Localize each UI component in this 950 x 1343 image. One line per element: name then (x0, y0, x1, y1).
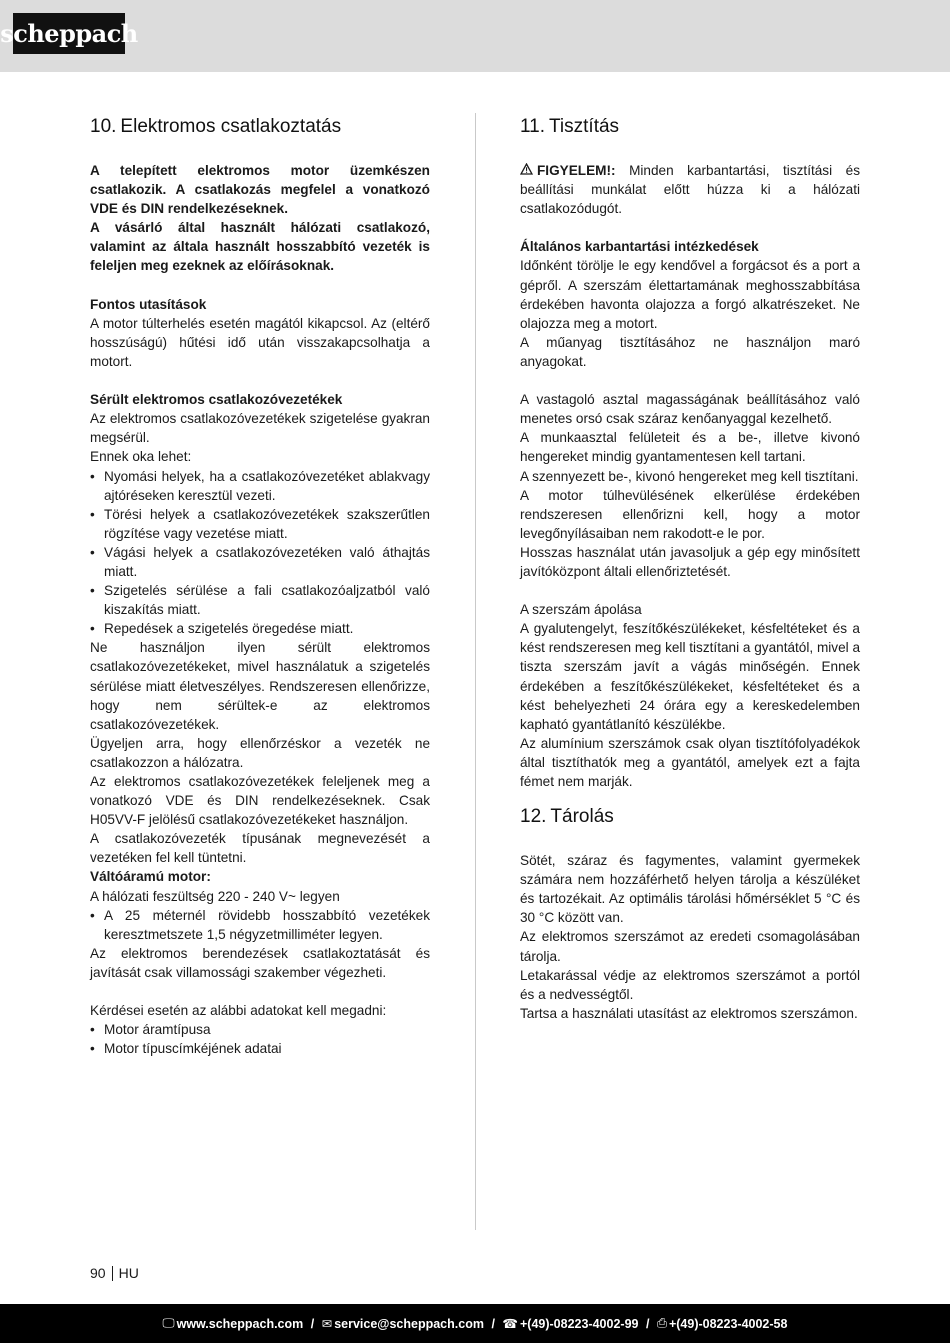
paragraph-connect: Az elektromos berendezések csatlakoztatását és javítását csak villamossági szakember végezheti. (90, 945, 430, 980)
section-number: 12. (520, 806, 547, 828)
storage-text-1: Sötét, száraz és fagymentes, valamint gyermekek számára nem hozzáférhető helyen tárolja a készüléket és tartozékait. Az optimális tárolási hőmérséklet 5 °C és 30 °C között van. (520, 853, 860, 926)
paragraph-table: A vastagoló asztal magasságának beállításához való menetes orsó csak száraz kenőanyaggal kezelhető. (520, 392, 860, 427)
warning-icon (520, 161, 533, 180)
phone-icon: ☎ (502, 1317, 518, 1331)
right-column (520, 115, 860, 1023)
page-number-separator (112, 1266, 113, 1281)
footer-bar (0, 1304, 950, 1343)
footer-separator: / (310, 1316, 315, 1331)
section-title-text: Tisztítás (549, 116, 620, 137)
list-item: • A 25 méternél rövidebb hosszabbító vezetékek keresztmetszete 1,5 négyzetmilliméter legyen. (90, 906, 430, 944)
storage-text-3: Letakarással védje az elektromos szerszámot a portól és a nedvességtől. (520, 967, 860, 1002)
footer-website[interactable]: www.scheppach.com (176, 1316, 304, 1331)
intro-paragraph-1: A telepített elektromos motor üzemkészen csatlakozik. A csatlakozás megfelel a vonatkozó VDE és DIN rendelkezéseknek. (90, 163, 430, 217)
care-text-1: A gyalutengelyt, feszítőkészülékeket, késfeltéteket és a kést rendszeresen meg kell tisztítani a gyantától, mivel a tiszta szerszám javít a vágás minőségén. Ennek érdekében a feszítőkészülékeket, késfeltéteket és a kést behelyezheti 24 órára egy a kereskedelemben kapható gyantátlanító készülékbe. (520, 621, 861, 732)
important-text: A motor túlterhelés esetén magától kikapcsol. Az (eltérő hosszúságú) hűtési idő után visszakapcsolhatja a motort. (90, 315, 430, 369)
section-11-title (520, 115, 860, 139)
general-text-1: Időnként törölje le egy kendővel a forgácsot és a port a gépről. A szerszám élettartamának meghosszabbítása érdekében havonta olajozza a forgó alkatrészeket. Ne olajozza meg a motort. (520, 258, 860, 331)
important-heading: Fontos utasítások (90, 296, 207, 312)
list-item: • Motor típuscímkéjének adatai (90, 1039, 430, 1058)
list-item: • Törési helyek a csatlakozóvezetékek szakszerűtlen rögzítése vagy vezetése miatt. (90, 505, 430, 543)
header-band (0, 0, 950, 72)
causes-intro: Ennek oka lehet: (90, 449, 192, 465)
paragraph-type: A csatlakozóvezeték típusának megnevezését a vezetéken fel kell tüntetni. (90, 831, 430, 866)
ac-heading: Váltóáramú motor: (90, 869, 211, 885)
care-heading: A szerszám ápolása (520, 602, 642, 618)
paragraph-rollers: A munkaasztal felületeit és a be-, illetve kivonó hengereket mindig gyantamentesen kell tartani. (520, 430, 860, 465)
page-number (90, 1265, 139, 1281)
damaged-heading: Sérült elektromos csatlakozóvezetékek (90, 392, 343, 408)
footer-separator: / (645, 1316, 650, 1331)
warning-paragraph (520, 161, 860, 218)
scheppach-logo: scheppach (13, 13, 125, 54)
ac-text: A hálózati feszültség 220 - 240 V~ legyen (90, 888, 340, 904)
left-column (90, 115, 430, 1058)
list-item: • Nyomási helyek, ha a csatlakozóvezetéket ablakvagy ajtóréseken keresztül vezeti. (90, 467, 430, 505)
paragraph-check: Ügyeljen arra, hogy ellenőrzéskor a vezeték ne csatlakozzon a hálózatra. (90, 735, 430, 770)
paragraph-service: Hosszas használat után javasoljuk a gép egy minősített javítóközpont általi ellenőriztetését. (520, 544, 860, 579)
list-item: • Repedések a szigetelés öregedése miatt. (90, 619, 430, 638)
footer-fax: +(49)-08223-4002-58 (668, 1316, 788, 1331)
section-10-title (90, 115, 430, 139)
page-number-value: 90 (90, 1265, 106, 1281)
section-number: 10. (90, 116, 117, 137)
section-title-text: Elektromos csatlakoztatás (120, 116, 342, 137)
warning-text: Minden karbantartási, tisztítási és beállítási munkálat előtt húzza ki a hálózati csatlakozódugót. (520, 163, 860, 217)
causes-list (90, 467, 430, 639)
fax-icon: ⎙ (656, 1316, 667, 1330)
storage-text-2: Az elektromos szerszámot az eredeti csomagolásában tárolja. (520, 929, 860, 964)
general-heading: Általános karbantartási intézkedések (520, 239, 759, 255)
general-text-2: A műanyag tisztításához ne használjon maró anyagokat. (520, 334, 860, 369)
section-number: 11. (520, 116, 546, 137)
questions-text: Kérdései esetén az alábbi adatokat kell megadni: (90, 1003, 387, 1019)
paragraph-no-use: Ne használjon ilyen sérült elektromos csatlakozóvezetékeket, mivel használatuk a szigetelés sérülése miatt életveszélyes. Rendszeresen ellenőrizze, hogy nem sérültek-e az elektromos csatlakozóvezetékek. (90, 640, 430, 732)
damaged-text: Az elektromos csatlakozóvezetékek szigetelése gyakran megsérül. (90, 411, 430, 446)
section-12-title (520, 805, 860, 829)
questions-list (90, 1020, 430, 1058)
storage-text-4: Tartsa a használati utasítást az elektromos szerszámon. (520, 1005, 858, 1021)
list-item: • Motor áramtípusa (90, 1020, 430, 1039)
warning-label: FIGYELEM!: (537, 163, 616, 178)
email-icon: ✉ (321, 1317, 333, 1331)
intro-paragraph-2: A vásárló által használt hálózati csatlakozó, valamint az általa használt hosszabbító vezeték is feleljen meg ezeknek az előírásoknak. (90, 220, 430, 274)
column-divider (475, 113, 476, 1230)
care-text-2: Az alumínium szerszámok csak olyan tisztítófolyadékok által tisztíthatók meg a gyantától, amelyek ezt a fajta fémet nem marják. (520, 735, 860, 789)
footer-separator: / (491, 1316, 495, 1331)
footer-phone: +(49)-08223-4002-99 (519, 1316, 639, 1331)
section-title-text: Tárolás (550, 806, 614, 828)
ac-list (90, 906, 430, 944)
paragraph-dirty: A szennyezett be-, kivonó hengereket meg kell tisztítani. (520, 468, 859, 484)
paragraph-vde: Az elektromos csatlakozóvezetékek feleljenek meg a vonatkozó VDE és DIN rendelkezéseknek. Csak H05VV-F jelölésű csatlakozóvezetékeket használjon. (90, 774, 430, 828)
list-item: • Szigetelés sérülése a fali csatlakozóaljzatból való kiszakítás miatt. (90, 581, 430, 619)
list-item: • Vágási helyek a csatlakozóvezetéken való áthajtás miatt. (90, 543, 430, 581)
paragraph-motor: A motor túlhevülésének elkerülése érdekében rendszeresen ellenőrizni kell, hogy a motor levegőnyílásaiban nem rakodott-e le por. (520, 487, 860, 541)
footer-email[interactable]: service@scheppach.com (334, 1316, 484, 1331)
computer-icon: 🖵 (162, 1316, 175, 1330)
page-language: HU (118, 1265, 139, 1281)
